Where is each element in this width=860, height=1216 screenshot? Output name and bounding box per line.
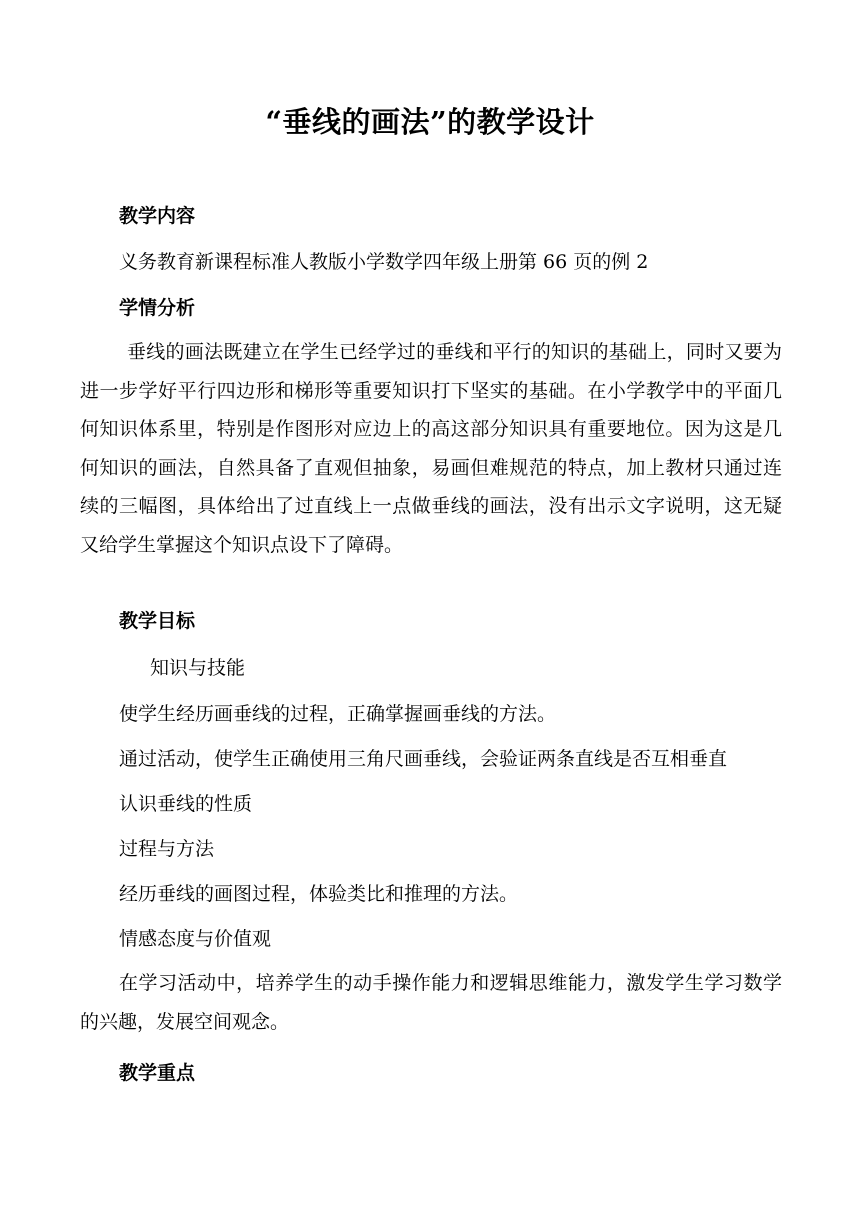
goals-emotion-paragraph: 在学习活动中，培养学生的动手操作能力和逻辑思维能力，激发学生学习数学的兴趣，发展空间观念。 — [80, 972, 782, 1033]
goals-process-item-1: 经历垂线的画图过程，体验类比和推理的方法。 — [119, 883, 519, 905]
heading-teaching-content: 教学内容 — [119, 205, 196, 227]
heading-key-points: 教学重点 — [119, 1062, 196, 1084]
goals-knowledge-item-1: 使学生经历画垂线的过程，正确掌握画垂线的方法。 — [119, 703, 557, 725]
goals-knowledge-label: 知识与技能 — [150, 657, 246, 679]
student-analysis-paragraph: 垂线的画法既建立在学生已经学过的垂线和平行的知识的基础上，同时又要为进一步学好平行四边形和梯形等重要知识打下坚实的基础。在小学教学中的平面几何知识体系里，特别是作图形对应边上的高这部分知识具有重要地位。因为这是几何知识的画法，自然具备了直观但抽象，易画但难规范的特点，加上教材只通过连续的三幅图，具体给出了过直线上一点做垂线的画法，没有出示文字说明，这无疑又给学生掌握这个知识点设下了障碍。 — [80, 341, 782, 556]
goals-knowledge-item-2: 通过活动，使学生正确使用三角尺画垂线，会验证两条直线是否互相垂直 — [119, 748, 728, 770]
goals-knowledge-item-3: 认识垂线的性质 — [119, 793, 253, 815]
heading-student-analysis: 学情分析 — [119, 297, 196, 319]
goals-emotion-label: 情感态度与价值观 — [119, 928, 272, 950]
teaching-content-text: 义务教育新课程标准人教版小学数学四年级上册第 66 页的例 2 — [119, 251, 649, 273]
document-title: “垂线的画法”的教学设计 — [265, 105, 595, 139]
goals-process-label: 过程与方法 — [119, 838, 215, 860]
heading-teaching-goals: 教学目标 — [119, 610, 196, 632]
